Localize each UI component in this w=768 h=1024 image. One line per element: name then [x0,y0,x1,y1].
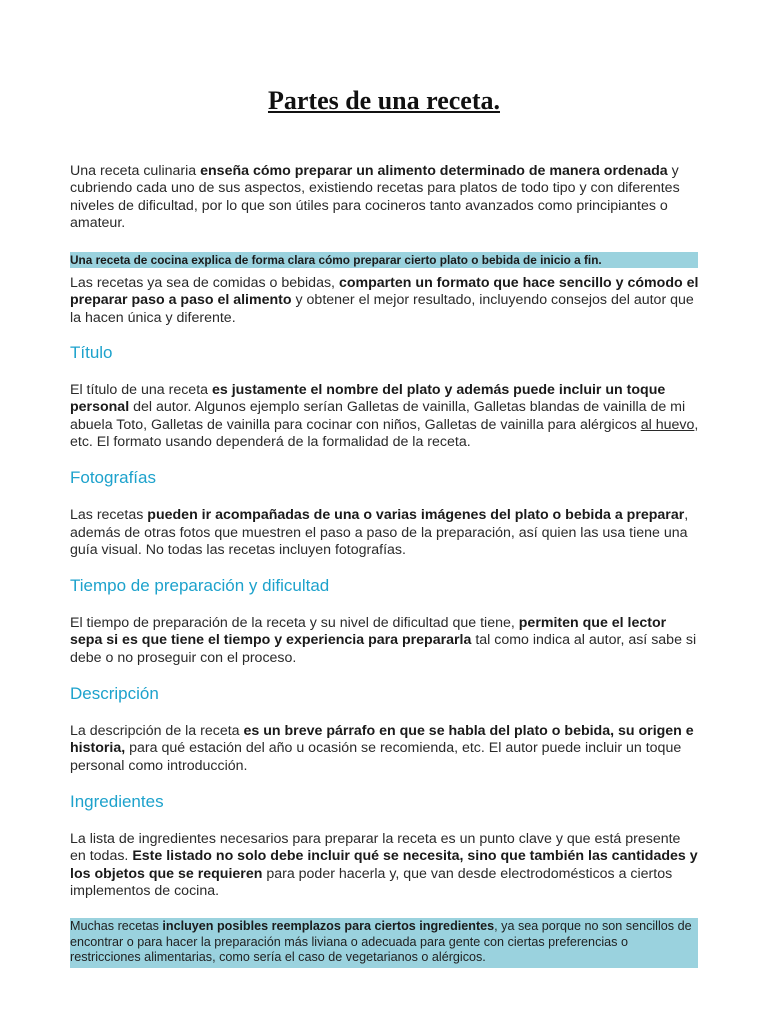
descripcion-paragraph: La descripción de la receta es un breve párrafo en que se habla del plato o bebida, su origen e historia, para qué estación del año u ocasión se recomienda, etc. El autor puede incluir un toque personal como introducción. [70,723,694,774]
heading-titulo: Título [70,343,113,363]
ingredientes-paragraph: La lista de ingredientes necesarios para preparar la receta es un punto clave y que está presente en todas. Este listado no solo debe incluir qué se necesita, sino que también las cantidades y los objetos que se requieren para poder hacerla y, que van desde electrodomésticos a ciertos implementos de cocina. [70,830,698,899]
highlight-summary: Una receta de cocina explica de forma clara cómo preparar cierto plato o bebida de inicio a fin. [70,252,698,268]
heading-tiempo: Tiempo de preparación y dificultad [70,576,330,596]
highlight-reemplazos: Muchas recetas incluyen posibles reemplazos para ciertos ingredientes, ya sea porque no son sencillos de encontrar o para hacer la preparación más liviana o adecuada para gente con ciertas preferencias o restricciones alimentarias, como sería el caso de vegetarianos o alérgicos. [70,918,698,968]
heading-ingredientes: Ingredientes [70,791,164,811]
intro-paragraph: Una receta culinaria enseña cómo preparar un alimento determinado de manera ordenada y cubriendo cada uno de sus aspectos, existiendo recetas para platos de todo tipo y con diferentes niveles de dificultad, por lo que son útiles para cocineros tanto avanzados como principiantes o amateur. [70,163,680,231]
fotografias-paragraph: Las recetas pueden ir acompañadas de una o varias imágenes del plato o bebida a preparar, además de otras fotos que muestren el paso a paso de la preparación, así quien las usa tiene una guía visual. No todas las recetas incluyen fotografías. [70,507,689,558]
heading-fotografias: Fotografías [70,468,156,488]
titulo-paragraph: El título de una receta es justamente el nombre del plato y además puede incluir un toque personal del autor. Algunos ejemplo serían Galletas de vainilla, Galletas blandas de vainilla de mi abuela Toto, Galletas de vainilla para cocinar con niños, Galletas de vainilla para alérgicos al huevo, etc. El formato usando dependerá de la formalidad de la receta. [70,382,699,450]
heading-descripcion: Descripción [70,684,159,704]
al-huevo-link[interactable]: al huevo [640,416,695,433]
tiempo-paragraph: El tiempo de preparación de la receta y su nivel de dificultad que tiene, permiten que el lector sepa si es que tiene el tiempo y experiencia para prepararla tal como indica al autor, así sabe si debe o no proseguir con el proceso. [70,615,697,666]
formato-paragraph: Las recetas ya sea de comidas o bebidas, comparten un formato que hace sencillo y cómodo el preparar paso a paso el alimento y obtener el mejor resultado, incluyendo consejos del autor que la hacen única y diferente. [70,275,699,326]
document-body [70,163,700,968]
document-title: Partes de una receta. [267,86,500,115]
